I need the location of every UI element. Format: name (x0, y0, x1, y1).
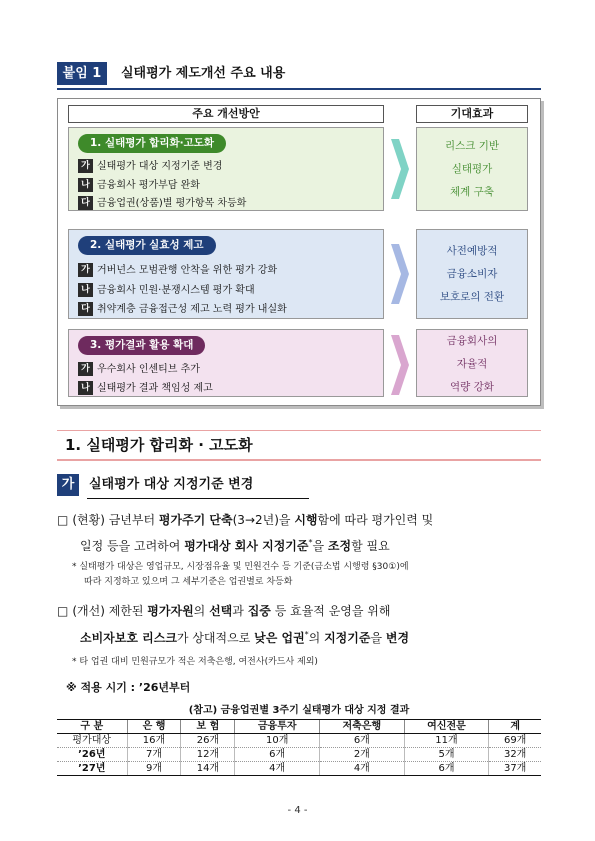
text: 할 필요 (351, 539, 390, 553)
subsection-underline (87, 498, 309, 499)
summary-box (57, 98, 541, 406)
attachment-badge: 붙임 1 (57, 62, 107, 85)
attachment-header (57, 62, 541, 86)
table-cell: 26개 (181, 734, 235, 748)
emphasis: 변경 (385, 631, 410, 645)
item-text: 금융업권(상품)별 평가항목 차등화 (97, 198, 247, 209)
col-head-measures: 주요 개선방안 (68, 105, 384, 123)
section-title-pill: 3. 평가결과 활용 확대 (78, 336, 205, 355)
emphasis: 시행 (294, 513, 318, 527)
effect-line: 자율적 (456, 358, 488, 370)
col-header: 구 분 (57, 720, 127, 734)
table-cell: 6개 (320, 734, 405, 748)
col-header: 금융투자 (235, 720, 320, 734)
list-item (78, 283, 255, 298)
item-tag: 다 (78, 196, 93, 210)
square-bullet-icon: □ (57, 513, 69, 527)
table-cell: 69개 (489, 734, 541, 748)
section-title-pill: 1. 실태평가 합리화·고도화 (78, 134, 226, 153)
table-cell: 2개 (320, 748, 405, 762)
item-tag: 가 (78, 159, 93, 173)
col-header: 보 험 (181, 720, 235, 734)
effect-line: 금융회사의 (446, 335, 498, 347)
row-label: ’26년 (57, 748, 127, 762)
text: 을 (370, 631, 386, 645)
list-item (78, 196, 246, 211)
table-row (57, 762, 541, 776)
col-header: 여신전문 (404, 720, 489, 734)
square-bullet-icon: □ (57, 604, 69, 618)
effect-box-2 (416, 229, 528, 319)
measure-section-3 (68, 329, 384, 397)
paragraph-improvement (57, 599, 543, 623)
measure-section-1 (68, 127, 384, 211)
results-table (57, 719, 541, 776)
text: 의 (308, 631, 325, 645)
table-cell: 10개 (235, 734, 320, 748)
attachment-title: 실태평가 제도개선 주요 내용 (121, 66, 286, 81)
item-tag: 다 (78, 302, 93, 316)
item-text: 우수회사 인센티브 추가 (97, 364, 200, 375)
effect-line: 역량 강화 (450, 381, 494, 393)
emphasis: 평가대상 회사 지정기준 (184, 539, 309, 553)
text: 일정 등을 고려하여 (80, 539, 185, 553)
item-tag: 가 (78, 263, 93, 277)
list-item (78, 178, 200, 193)
effect-line: 금융소비자 (446, 268, 498, 280)
table-cell: 4개 (235, 762, 320, 776)
table-cell: 7개 (127, 748, 181, 762)
footnote-1-line2: 따라 지정하고 있으며 그 세부기준은 업권별로 차등화 (84, 577, 293, 587)
footnote-2: * 타 업권 대비 민원규모가 적은 저축은행, 여전사(카드사 제외) (72, 657, 318, 667)
table-row (57, 748, 541, 762)
list-item (78, 381, 213, 396)
chevron-right-icon (391, 139, 409, 199)
item-tag: 나 (78, 381, 93, 395)
text: 과 (232, 604, 248, 618)
col-header: 계 (489, 720, 541, 734)
emphasis: 집중 (247, 604, 271, 618)
item-text: 취약계층 금융접근성 제고 노력 평가 내실화 (97, 304, 287, 315)
item-tag: 나 (78, 283, 93, 297)
table-header-row (57, 720, 541, 734)
table-caption: (참고) 금융업권별 3주기 실태평가 대상 지정 결과 (188, 705, 410, 716)
apply-date: ※ 적용 시기 : ’26년부터 (66, 681, 191, 694)
table-cell: 16개 (127, 734, 181, 748)
heading-rule-top (57, 430, 541, 431)
section-title-pill: 2. 실태평가 실효성 제고 (78, 236, 216, 255)
header-rule (57, 88, 541, 90)
text: (개선) 제한된 (72, 604, 148, 618)
list-item (78, 159, 222, 174)
item-text: 금융회사 민원·분쟁시스템 평가 확대 (97, 285, 255, 296)
chevron-right-icon (391, 244, 409, 304)
table-cell: 32개 (489, 748, 541, 762)
row-label: 평가대상 (57, 734, 127, 748)
list-item (78, 362, 200, 377)
table-cell: 4개 (320, 762, 405, 776)
section-heading (57, 430, 541, 460)
item-text: 금융회사 평가부담 완화 (97, 180, 200, 191)
item-tag: 가 (78, 362, 93, 376)
effect-line: 체계 구축 (450, 186, 494, 198)
text: (3→2년)을 (232, 513, 295, 527)
text: 등 효율적 운영을 위해 (270, 604, 391, 618)
emphasis: 소비자보호 리스크 (80, 631, 177, 645)
effect-line: 실태평가 (451, 163, 493, 175)
subsection-title: 실태평가 대상 지정기준 변경 (89, 477, 254, 492)
heading-rule-bottom (57, 459, 541, 461)
text: 의 (193, 604, 210, 618)
section-title: 1. 실태평가 합리화 · 고도화 (65, 436, 253, 454)
table-cell: 5개 (404, 748, 489, 762)
col-header: 은 행 (127, 720, 181, 734)
emphasis: 낮은 업권 (254, 631, 305, 645)
chevron-right-icon (391, 335, 409, 395)
table-cell: 6개 (404, 762, 489, 776)
footnote-1-line1: * 실태평가 대상은 영업규모, 시장점유율 및 민원건수 등 기준(금소법 시행령 §30①)에 (72, 562, 409, 572)
text: 함에 따라 평가인력 및 (317, 513, 434, 527)
table-row (57, 734, 541, 748)
text: 가 상대적으로 (176, 631, 255, 645)
emphasis: 평가자원 (147, 604, 194, 618)
table-cell: 14개 (181, 762, 235, 776)
page-number: - 4 - (287, 805, 308, 816)
effect-line: 리스크 기반 (444, 140, 500, 152)
footnote-mark: * (308, 538, 313, 547)
paragraph-current (57, 508, 543, 532)
subsection-badge: 가 (57, 474, 79, 496)
paragraph-current-line2 (80, 531, 566, 558)
col-header: 저축은행 (320, 720, 405, 734)
effect-line: 사전예방적 (446, 245, 498, 257)
col-head-effects: 기대효과 (416, 105, 528, 123)
emphasis: 평가주기 단축 (158, 513, 233, 527)
item-tag: 나 (78, 178, 93, 192)
list-item (78, 302, 287, 317)
item-text: 거버넌스 모범관행 안착을 위한 평가 강화 (97, 265, 278, 276)
emphasis: 선택 (209, 604, 233, 618)
effect-box-3 (416, 329, 528, 397)
text: 을 (312, 539, 328, 553)
table-cell: 12개 (181, 748, 235, 762)
item-text: 실태평가 대상 지정기준 변경 (97, 161, 223, 172)
measure-section-2 (68, 229, 384, 319)
emphasis: 조정 (327, 539, 352, 553)
paragraph-improvement-line2 (80, 623, 566, 650)
table-cell: 11개 (404, 734, 489, 748)
effect-line: 보호로의 전환 (439, 291, 505, 303)
item-text: 실태평가 결과 책임성 제고 (97, 383, 213, 394)
footnote-mark: * (304, 630, 309, 639)
list-item (78, 263, 277, 278)
row-label: ’27년 (57, 762, 127, 776)
effect-box-1 (416, 127, 528, 211)
text: (현황) 금년부터 (72, 513, 159, 527)
table-cell: 6개 (235, 748, 320, 762)
emphasis: 지정기준 (324, 631, 371, 645)
table-cell: 37개 (489, 762, 541, 776)
table-cell: 9개 (127, 762, 181, 776)
